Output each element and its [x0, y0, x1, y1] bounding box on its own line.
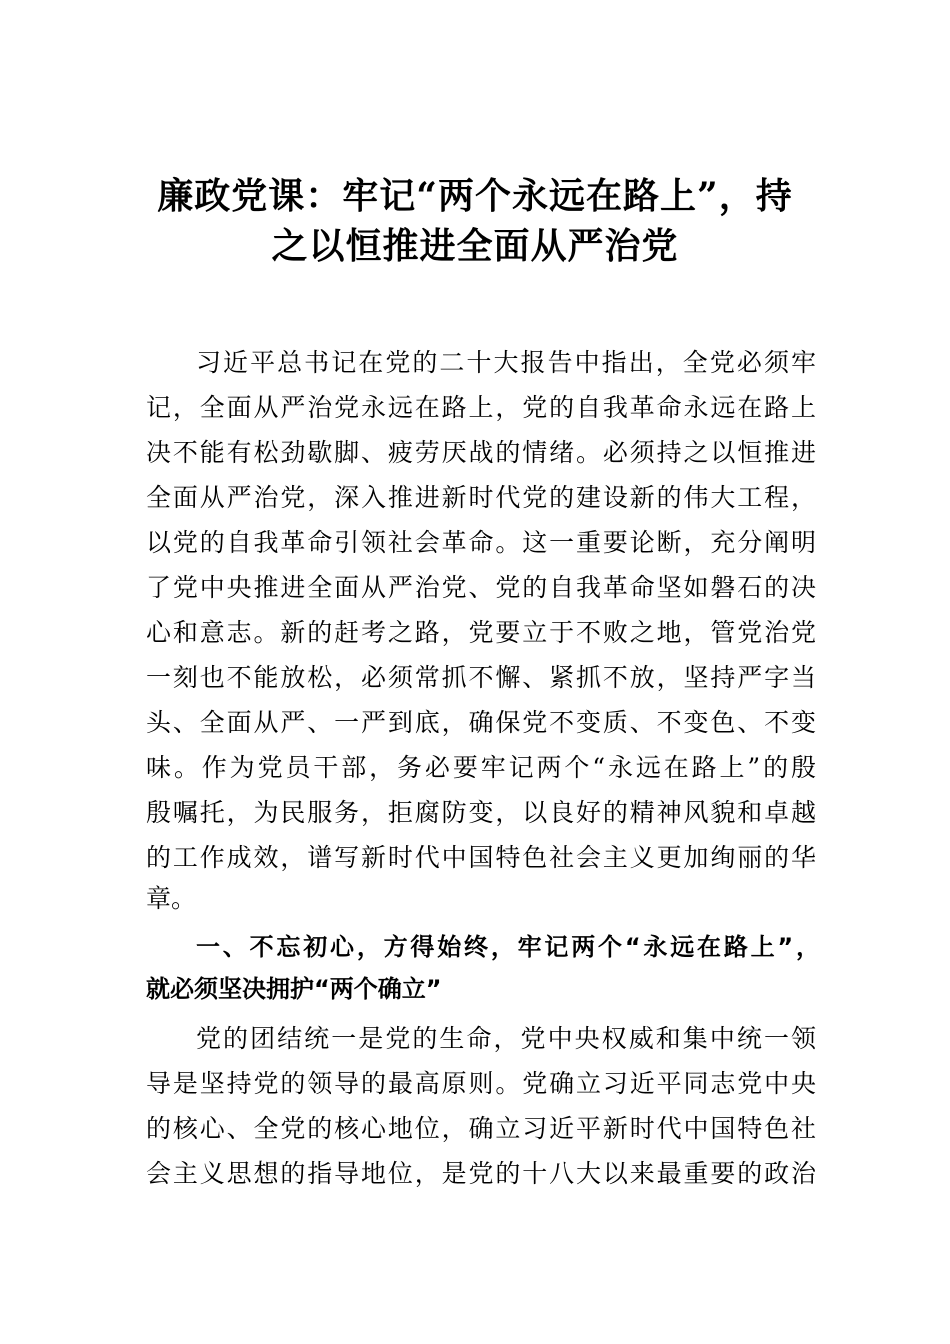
paragraph-2-line: 导是坚持党的领导的最高原则。党确立习近平同志党中央	[146, 1069, 816, 1098]
document-title-line-2: 之以恒推进全面从严治党	[271, 225, 679, 267]
paragraph-2-line: 党的团结统一是党的生命，党中央权威和集中统一领	[196, 1024, 816, 1053]
document-title-line-1: 廉政党课：牢记“两个永远在路上”，持	[157, 175, 793, 217]
paragraph-1-line: 以党的自我革命引领社会革命。这一重要论断，充分阐明	[146, 528, 816, 557]
paragraph-1-line: 心和意志。新的赶考之路，党要立于不败之地，管党治党	[146, 618, 816, 647]
paragraph-1-line: 全面从严治党，深入推进新时代党的建设新的伟大工程，	[146, 483, 816, 512]
section-heading-line-1: 一、不忘初心，方得始终，牢记两个“永远在路上”，	[196, 933, 820, 961]
paragraph-1-line: 记，全面从严治党永远在路上，党的自我革命永远在路上	[146, 393, 816, 422]
paragraph-1-line: 决不能有松劲歇脚、疲劳厌战的情绪。必须持之以恒推进	[146, 438, 816, 467]
paragraph-1-line: 的工作成效，谱写新时代中国特色社会主义更加绚丽的华	[146, 843, 816, 872]
paragraph-1-line: 味。作为党员干部，务必要牢记两个“永远在路上”的殷	[146, 753, 816, 782]
section-heading-line-2: 就必须坚决拥护“两个确立”	[146, 975, 442, 1003]
paragraph-2-line: 的核心、全党的核心地位，确立习近平新时代中国特色社	[146, 1114, 816, 1143]
paragraph-1-line: 章。	[146, 884, 197, 913]
paragraph-1-line: 一刻也不能放松，必须常抓不懈、紧抓不放，坚持严字当	[146, 663, 816, 692]
paragraph-2-line: 会主义思想的指导地位，是党的十八大以来最重要的政治	[146, 1159, 816, 1188]
paragraph-1-line: 头、全面从严、一严到底，确保党不变质、不变色、不变	[146, 708, 816, 737]
paragraph-1-line: 殷嘱托，为民服务，拒腐防变，以良好的精神风貌和卓越	[146, 798, 816, 827]
paragraph-1-line: 习近平总书记在党的二十大报告中指出，全党必须牢	[196, 348, 816, 377]
paragraph-1-line: 了党中央推进全面从严治党、党的自我革命坚如磐石的决	[146, 573, 816, 602]
